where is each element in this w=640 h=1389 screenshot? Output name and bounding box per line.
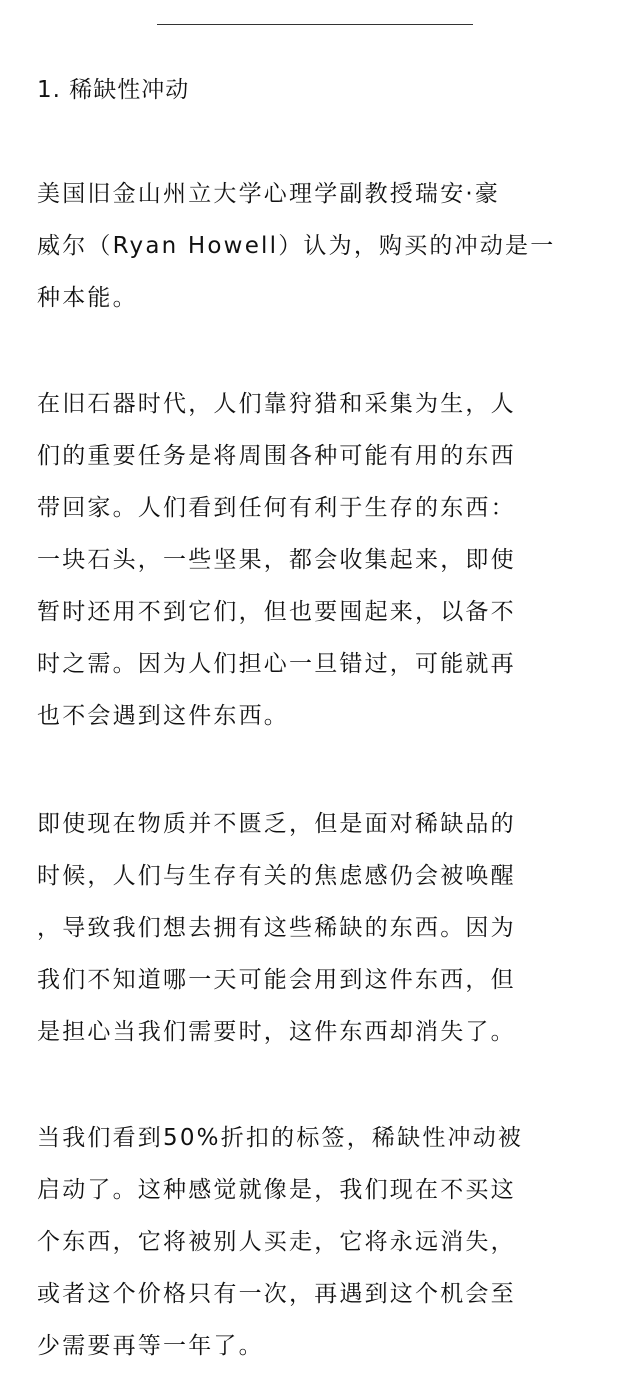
text-line: ，导致我们想去拥有这些稀缺的东西。因为 (37, 915, 516, 941)
text-line: 威尔（Ryan Howell）认为，购买的冲动是一 (37, 233, 556, 259)
text-line: 是担心当我们需要时，这件东西却消失了。 (37, 1019, 516, 1045)
text-line: 在旧石器时代，人们靠狩猎和采集为生，人 (37, 391, 516, 417)
text-line: 一块石头，一些坚果，都会收集起来，即使 (37, 547, 516, 573)
text-line: 个东西，它将被别人买走，它将永远消失， (37, 1229, 516, 1255)
paragraph-discount (37, 1112, 617, 1372)
paragraph-paleolithic (37, 378, 617, 742)
section-heading: 1. 稀缺性冲动 (37, 77, 190, 103)
top-divider (157, 24, 473, 25)
text-line: 也不会遇到这件东西。 (37, 703, 289, 729)
text-line: 启动了。这种感觉就像是，我们现在不买这 (37, 1177, 516, 1203)
text-line: 种本能。 (37, 285, 138, 311)
text-line: 美国旧金山州立大学心理学副教授瑞安·豪 (37, 181, 501, 207)
text-line: 时之需。因为人们担心一旦错过，可能就再 (37, 651, 516, 677)
text-line: 暂时还用不到它们，但也要囤起来，以备不 (37, 599, 516, 625)
text-line: 即使现在物质并不匮乏，但是面对稀缺品的 (37, 811, 516, 837)
text-line: 时候，人们与生存有关的焦虑感仍会被唤醒 (37, 863, 516, 889)
paragraph-modern-anxiety (37, 798, 617, 1058)
text-line: 少需要再等一年了。 (37, 1333, 264, 1359)
text-line: 当我们看到50%折扣的标签，稀缺性冲动被 (37, 1125, 524, 1151)
text-line: 带回家。人们看到任何有利于生存的东西： (37, 495, 516, 521)
text-line: 我们不知道哪一天可能会用到这件东西，但 (37, 967, 516, 993)
text-line: 或者这个价格只有一次，再遇到这个机会至 (37, 1281, 516, 1307)
paragraph-ryan-howell (37, 168, 617, 324)
text-line: 们的重要任务是将周围各种可能有用的东西 (37, 443, 516, 469)
